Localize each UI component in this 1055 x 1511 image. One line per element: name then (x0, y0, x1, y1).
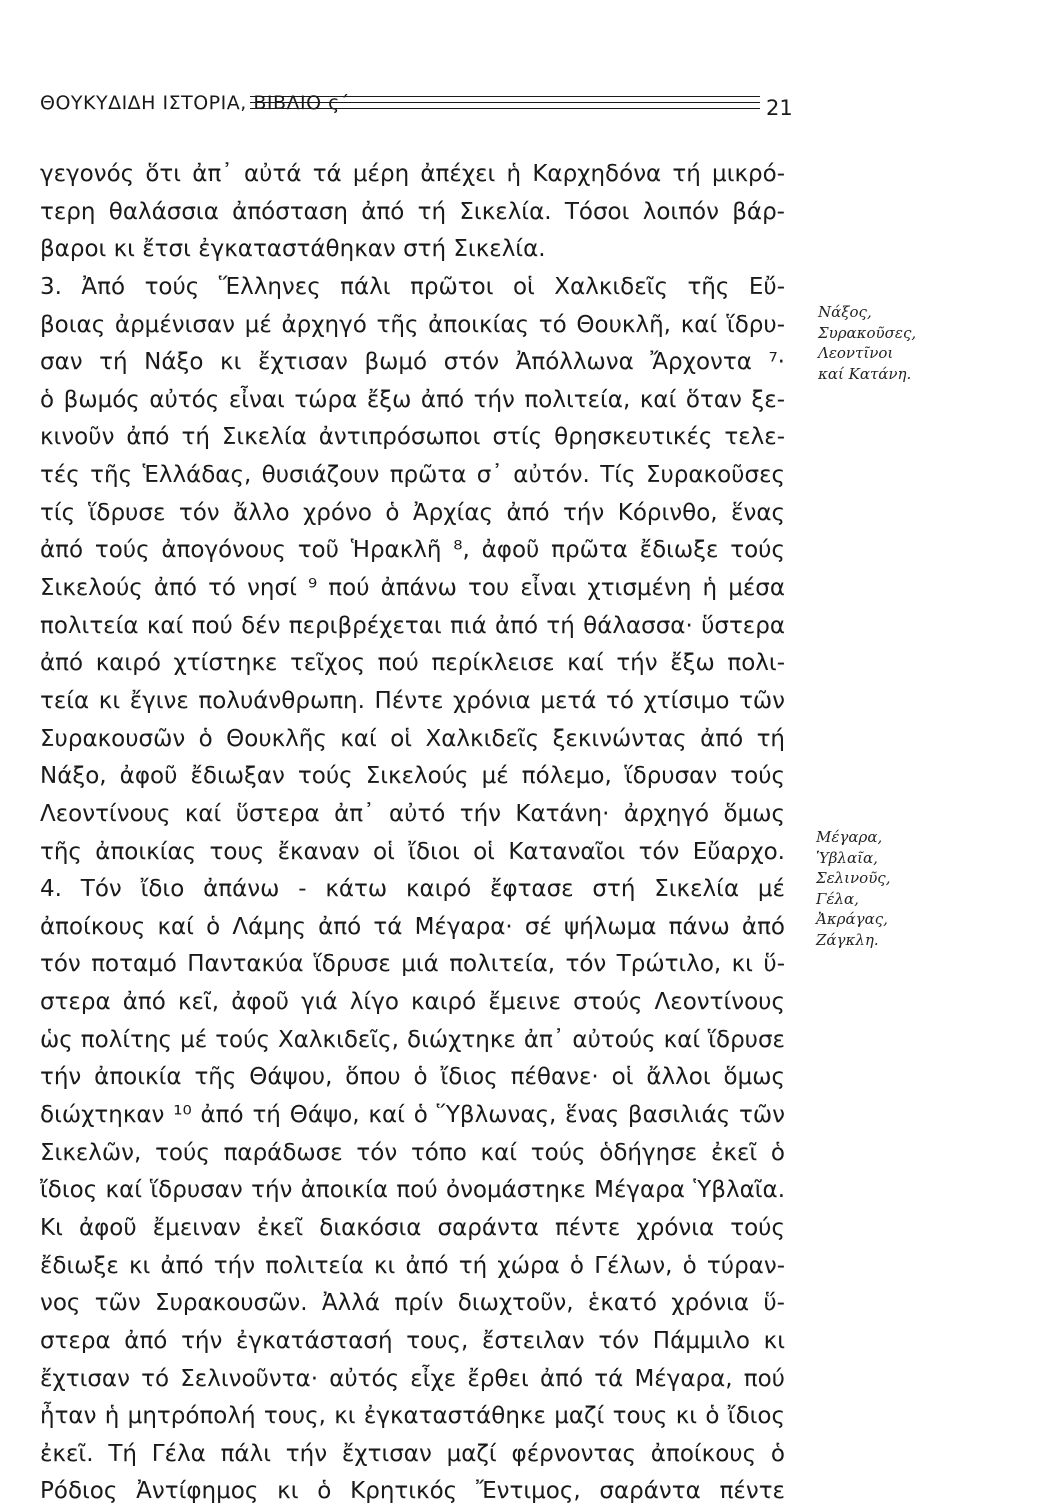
text-line: ὡς πολίτης μέ τούς Χαλκιδεῖς, διώχτηκε ἀπ᾽ αὐτούς καί ἵδρυσε (40, 1026, 785, 1053)
margin-note-line: Νάξος, (818, 303, 872, 321)
margin-note (818, 302, 978, 384)
text-line: στερα ἀπό κεῖ, ἀφοῦ γιά λίγο καιρό ἔμεινε στούς Λεοντίνους (40, 989, 785, 1016)
text-line: ἀπό καιρό χτίστηκε τεῖχος πού περίκλεισε καί τήν ἔξω πολι- (40, 650, 785, 677)
text-line: ἀποίκους καί ὁ Λάμης ἀπό τά Μέγαρα· σέ ψήλωμα πάνω ἀπό (40, 913, 785, 940)
text-line: ἔχτισαν τό Σελινοῦντα· αὐτός εἶχε ἔρθει ἀπό τά Μέγαρα, πού (40, 1365, 785, 1392)
page-number: 21 (766, 96, 793, 120)
margin-note-line: Ἀκράγας, (816, 910, 888, 928)
text-line: Σικελῶν, τούς παράδωσε τόν τόπο καί τούς ὁδήγησε ἐκεῖ ὁ (40, 1139, 785, 1166)
margin-note-line: Λεοντῖνοι (818, 344, 894, 362)
header-rule (250, 108, 760, 109)
text-line: ἔδιωξε κι ἀπό τήν πολιτεία κι ἀπό τή χώρα ὁ Γέλων, ὁ τύραν- (40, 1252, 785, 1279)
text-line: πολιτεία καί πού δέν περιβρέχεται πιά ἀπό τή θάλασσα· ὕστερα (40, 612, 785, 639)
text-line: τόν ποταμό Παντακύα ἵδρυσε μιά πολιτεία, τόν Τρώτιλο, κι ὕ- (40, 951, 785, 978)
text-line: τῆς ἀποικίας τους ἔκαναν οἱ ἴδιοι οἱ Καταναῖοι τόν Εὔαρχο. (40, 838, 785, 865)
text-line: τερη θαλάσσια ἀπόσταση ἀπό τή Σικελία. Τόσοι λοιπόν βάρ- (40, 198, 785, 225)
text-line: ἐκεῖ. Τή Γέλα πάλι τήν ἔχτισαν μαζί φέρνοντας ἀποίκους ὁ (40, 1440, 785, 1467)
text-line: τήν ἀποικία τῆς Θάψου, ὅπου ὁ ἴδιος πέθανε· οἱ ἄλλοι ὅμως (40, 1064, 785, 1091)
text-line: Σικελούς ἀπό τό νησί ⁹ πού ἀπάνω του εἶναι χτισμένη ἡ μέσα (40, 575, 785, 602)
running-header (40, 80, 800, 120)
margin-note-line: Συρακοῦσες, (818, 323, 917, 342)
margin-note (816, 827, 976, 950)
text-line: τεία κι ἔγινε πολυάνθρωπη. Πέντε χρόνια μετά τό χτίσιμο τῶν (40, 687, 785, 714)
text-line: ὁ βωμός αὐτός εἶναι τώρα ἔξω ἀπό τήν πολιτεία, καί ὅταν ξε- (40, 386, 785, 413)
text-line: Κι ἀφοῦ ἔμειναν ἐκεῖ διακόσια σαράντα πέντε χρόνια τούς (40, 1214, 785, 1241)
header-rule (250, 102, 760, 103)
text-line: ἦταν ἡ μητρόπολή τους, κι ἐγκαταστάθηκε μαζί τους κι ὁ ἴδιος (40, 1403, 785, 1430)
text-line: Νάξο, ἀφοῦ ἔδιωξαν τούς Σικελούς μέ πόλεμο, ἵδρυσαν τούς (40, 763, 785, 790)
text-line: βαροι κι ἔτσι ἐγκαταστάθηκαν στή Σικελία. (40, 236, 546, 263)
text-line: Ρόδιος Ἀντίφημος κι ὁ Κρητικός Ἔντιμος, σαράντα πέντε (40, 1478, 785, 1505)
margin-note-line: Ζάγκλη. (816, 930, 879, 949)
text-line: γεγονός ὅτι ἀπ᾽ αὐτά τά μέρη ἀπέχει ἡ Καρχηδόνα τή μικρό- (40, 161, 785, 187)
text-line: Συρακουσῶν ὁ Θουκλῆς καί οἱ Χαλκιδεῖς ξεκινώντας ἀπό τή (40, 725, 785, 752)
margin-note-line: Ὑβλαῖα, (816, 848, 878, 867)
margin-note-line: καί Κατάνη. (818, 364, 912, 383)
text-line: βοιας ἀρμένισαν μέ ἀρχηγό τῆς ἀποικίας τό Θουκλῆ, καί ἵδρυ- (40, 311, 785, 338)
text-line: κινοῦν ἀπό τή Σικελία ἀντιπρόσωποι στίς θρησκευτικές τελε- (40, 424, 785, 451)
margin-note-line: Μέγαρα, (816, 828, 883, 846)
body-text (40, 156, 785, 1511)
text-line: ἴδιος καί ἵδρυσαν τήν ἀποικία πού ὀνομάστηκε Μέγαρα Ὑβλαῖα. (40, 1177, 785, 1204)
running-title: ΘΟΥΚΥΔΙΔΗ ΙΣΤΟΡΙΑ, ΒΙΒΛΙΟ ς΄ (40, 92, 350, 114)
header-rule (250, 96, 760, 97)
text-line: τίς ἵδρυσε τόν ἄλλο χρόνο ὁ Ἀρχίας ἀπό τήν Κόρινθο, ἕνας (40, 499, 785, 526)
text-line: σαν τή Νάξο κι ἔχτισαν βωμό στόν Ἀπόλλωνα Ἄρχοντα ⁷· (40, 349, 785, 376)
text-line: στερα ἀπό τήν ἐγκατάστασή τους, ἔστειλαν τόν Πάμμιλο κι (40, 1327, 785, 1354)
text-line: 4. Τόν ἴδιο ἀπάνω - κάτω καιρό ἔφτασε στή Σικελία μέ (40, 876, 785, 903)
text-line: τές τῆς Ἑλλάδας, θυσιάζουν πρῶτα σ᾽ αὐτόν. Τίς Συρακοῦσες (40, 462, 785, 489)
text-line: Λεοντίνους καί ὕστερα ἀπ᾽ αὐτό τήν Κατάνη· ἀρχηγό ὅμως (40, 800, 785, 827)
text-line: διώχτηκαν ¹⁰ ἀπό τή Θάψο, καί ὁ Ὕβλωνας, ἕνας βασιλιάς τῶν (40, 1102, 785, 1129)
text-line: ἀπό τούς ἀπογόνους τοῦ Ἡρακλῆ ⁸, ἀφοῦ πρῶτα ἔδιωξε τούς (40, 537, 785, 564)
margin-note-line: Γέλα, (816, 889, 859, 908)
margin-note-line: Σελινοῦς, (816, 869, 891, 887)
text-line: 3. Ἀπό τούς Ἕλληνες πάλι πρῶτοι οἱ Χαλκιδεῖς τῆς Εὔ- (40, 273, 785, 300)
text-line: νος τῶν Συρακουσῶν. Ἀλλά πρίν διωχτοῦν, ἑκατό χρόνια ὕ- (40, 1290, 785, 1317)
